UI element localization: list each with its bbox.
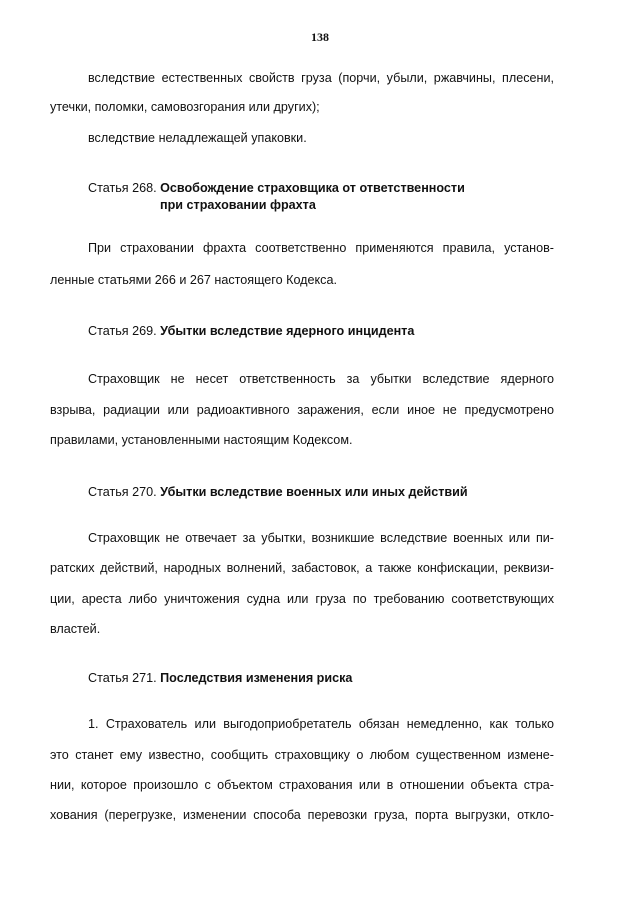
- text-line: ции, ареста либо уничтожения судна или груза по требованию соответствующих: [50, 592, 554, 606]
- text-line: При страховании фрахта соответственно применяются правила, установ-: [88, 241, 554, 255]
- text-line: ленные статьями 266 и 267 настоящего Кодекса.: [50, 273, 337, 287]
- text-line: 1. Страхователь или выгодоприобретатель обязан немедленно, как только: [88, 717, 554, 731]
- text-line: правилами, установленными настоящим Кодексом.: [50, 433, 353, 447]
- text-line: это станет ему известно, сообщить страховщику о любом существенном измене-: [50, 748, 554, 762]
- text-line: вследствие естественных свойств груза (порчи, убыли, ржавчины, плесени,: [88, 71, 554, 85]
- text-line: взрыва, радиации или радиоактивного заражения, если иное не предусмотрено: [50, 403, 554, 417]
- article-title-continuation: при страховании фрахта: [160, 198, 316, 212]
- article-heading: [88, 180, 465, 196]
- article-number: Статья 271.: [88, 671, 157, 685]
- text-line: вследствие неладлежащей упаковки.: [88, 131, 307, 145]
- article-heading: [88, 670, 352, 686]
- page-number: 138: [311, 30, 329, 44]
- article-title: Убытки вследствие ядерного инцидента: [160, 324, 415, 338]
- text-line: Страховщик не отвечает за убытки, возникшие вследствие военных или пи-: [88, 531, 554, 545]
- article-heading: [88, 484, 468, 500]
- article-number: Статья 269.: [88, 324, 157, 338]
- article-title: Убытки вследствие военных или иных действий: [160, 485, 468, 499]
- text-line: властей.: [50, 622, 101, 636]
- article-number: Статья 268.: [88, 181, 157, 195]
- text-line: хования (перегрузке, изменении способа перевозки груза, порта выгрузки, откло-: [50, 808, 554, 822]
- text-line: ратских действий, народных волнений, забастовок, а также конфискации, реквизи-: [50, 561, 554, 575]
- text-line: утечки, поломки, самовозгорания или других);: [50, 100, 320, 114]
- article-heading: [88, 323, 414, 339]
- article-title: Последствия изменения риска: [160, 671, 353, 685]
- text-line: нии, которое произошло с объектом страхования или в отношении объекта стра-: [50, 778, 554, 792]
- text-line: Страховщик не несет ответственность за убытки вследствие ядерного: [88, 372, 554, 386]
- article-title: Освобождение страховщика от ответственности: [160, 181, 465, 195]
- article-number: Статья 270.: [88, 485, 157, 499]
